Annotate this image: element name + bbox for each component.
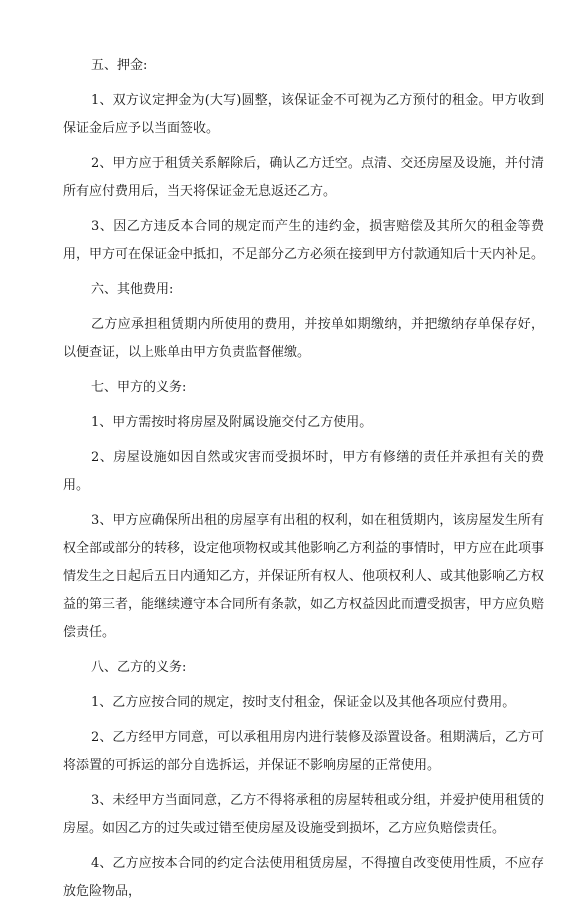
deposit-clause-3: 3、因乙方违反本合同的规定而产生的违约金，损害赔偿及其所欠的租金等费用，甲方可在保证金中抵扣，不足部分乙方必须在接到甲方付款通知后十天内补足。 xyxy=(63,219,545,262)
party-a-clause-2: 2、房屋设施如因自然或灾害而受损坏时，甲方有修缮的责任并承担有关的费用。 xyxy=(63,450,544,493)
section-heading-party-a-duties: 七、甲方的义务: xyxy=(91,380,187,395)
section-heading-other-fees: 六、其他费用: xyxy=(91,282,174,297)
other-fees-clause: 乙方应承担租赁期内所使用的费用，并按单如期缴纳，并把缴纳存单保存好，以便查证，以上账单由甲方负责监督催缴。 xyxy=(63,317,544,360)
party-b-clause-4: 4、乙方应按本合同的约定合法使用租赁房屋，不得擅自改变使用性质，不应存放危险物品， xyxy=(63,856,544,899)
deposit-clause-1: 1、双方议定押金为(大写)圆整，该保证金不可视为乙方预付的租金。甲方收到保证金后应予以当面签收。 xyxy=(63,93,544,136)
section-heading-party-b-duties: 八、乙方的义务: xyxy=(91,660,187,675)
party-b-clause-2: 2、乙方经甲方同意，可以承租用房内进行装修及添置设备。租期满后，乙方可将添置的可拆运的部分自选拆运，并保证不影响房屋的正常使用。 xyxy=(63,730,544,773)
party-a-clause-3: 3、甲方应确保所出租的房屋享有出租的权利，如在租赁期内，该房屋发生所有权全部或部分的转移，设定他项物权或其他影响乙方利益的事情时，甲方应在此项事情发生之日起后五日内通知乙方，并保证所有权人、他项权利人、或其他影响乙方权益的第三者，能继续遵守本合同所有条款，如乙方权益因此而遭受损害，甲方应负赔偿责任。 xyxy=(63,513,545,640)
party-b-clause-3: 3、未经甲方当面同意，乙方不得将承租的房屋转租或分组，并爱护使用租赁的房屋。如因乙方的过失或过错至使房屋及设施受到损坏，乙方应负赔偿责任。 xyxy=(63,793,544,836)
section-heading-deposit: 五、押金: xyxy=(91,58,148,73)
party-b-clause-1: 1、乙方应按合同的规定，按时支付租金，保证金以及其他各项应付费用。 xyxy=(91,695,516,710)
party-a-clause-1: 1、甲方需按时将房屋及附属设施交付乙方使用。 xyxy=(91,415,373,430)
deposit-clause-2: 2、甲方应于租赁关系解除后，确认乙方迁空。点清、交还房屋及设施，并付清所有应付费用后，当天将保证金无息返还乙方。 xyxy=(63,156,544,199)
